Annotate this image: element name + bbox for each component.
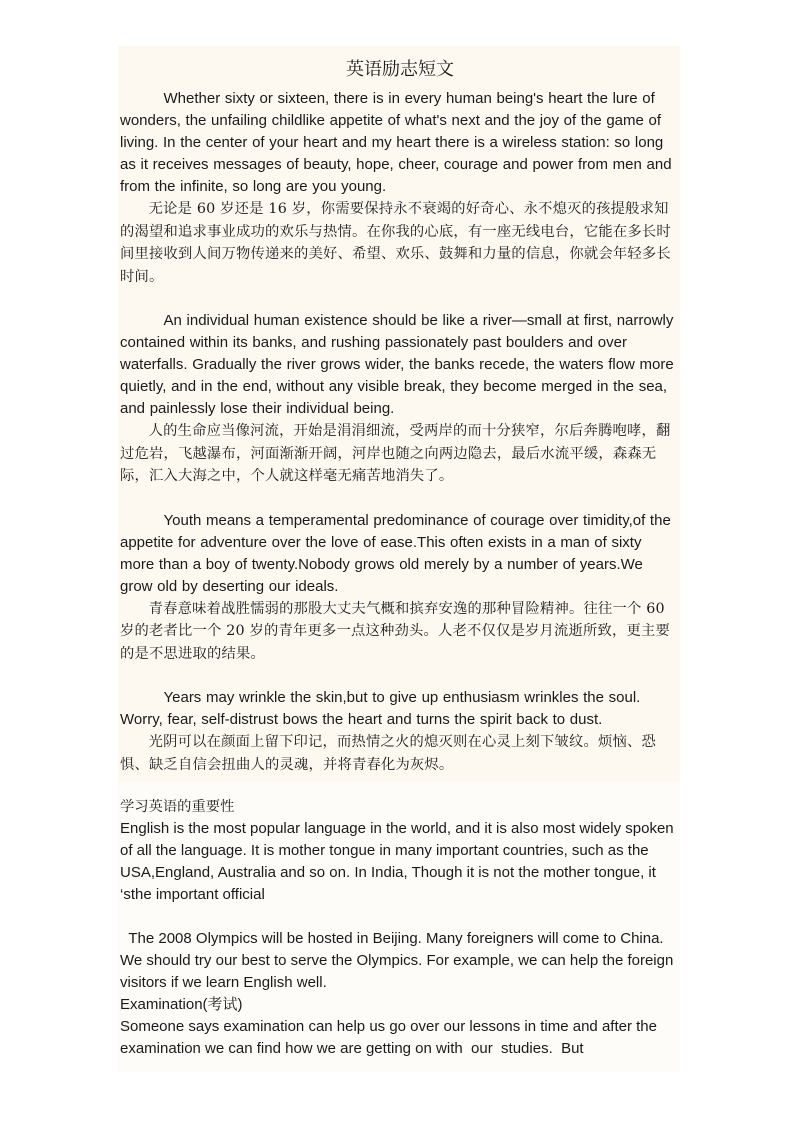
document-title: 英语励志短文 bbox=[346, 59, 454, 80]
spacer bbox=[120, 665, 680, 687]
examination-heading: Examination(考试) bbox=[120, 996, 243, 1013]
section-1-chinese: 无论是 60 岁还是 16 岁，你需要保持永不衰竭的好奇心、永不熄灭的孩提般求知的渴望和追求事业成功的欢乐与热情。在你我的心底，有一座无线电台，它能在多长时间里接收到人间万物传递来的美好、希望、欢乐、鼓舞和力量的信息，你就会年轻多长时间。 bbox=[120, 201, 671, 285]
spacer bbox=[120, 488, 680, 510]
spacer bbox=[120, 776, 680, 796]
importance-heading: 学习英语的重要性 bbox=[120, 799, 235, 815]
spacer bbox=[120, 288, 680, 310]
spacer bbox=[120, 906, 680, 928]
section-3-english: Youth means a temperamental predominance of courage over timidity,of the appetite for adventure over the love of ease.This often exists in a man of sixty more than a boy of twenty.Nobody grows old merely by a number of years.We grow old by deserting our ideals. bbox=[120, 511, 671, 595]
importance-paragraph-2: The 2008 Olympics will be hosted in Beijing. Many foreigners will come to China. We should try our best to serve the Olympics. For example, we can help the foreign visitors if we learn English well. bbox=[120, 930, 678, 991]
section-3-chinese: 青春意味着战胜懦弱的那股大丈夫气概和摈弃安逸的那种冒险精神。往往一个 60 岁的老者比一个 20 岁的青年更多一点这种劲头。人老不仅仅是岁月流逝所致，更主要的是不思进取的结果。 bbox=[120, 600, 670, 662]
document-body bbox=[120, 56, 680, 1060]
examination-paragraph: Someone says examination can help us go over our lessons in time and after the examination we can find how we are getting on with our studies. But bbox=[120, 1018, 662, 1057]
section-2-chinese: 人的生命应当像河流，开始是涓涓细流，受两岸的而十分狭窄，尔后奔腾咆哮，翻过危岩，飞越瀑布，河面渐渐开阔，河岸也随之向两边隐去，最后水流平缓，森森无际，汇入大海之中，个人就这样毫无痛苦地消失了。 bbox=[120, 423, 671, 484]
section-1-english: Whether sixty or sixteen, there is in every human being's heart the lure of wonders, the unfailing childlike appetite of what's next and the joy of the game of living. In the center of your heart and my heart there is a wireless station: so long as it receives messages of beauty, hope, cheer, courage and power from men and from the infinite, so long are you young. bbox=[120, 90, 672, 195]
importance-paragraph-1: English is the most popular language in the world, and it is also most widely spoken of all the language. It is mother tongue in many important countries, such as the USA,England, Australia and so on. In India, Though it is not the mother tongue, it ‘sthe important official bbox=[120, 820, 674, 903]
section-4-chinese: 光阴可以在颜面上留下印记，而热情之火的熄灭则在心灵上刻下皱纹。烦恼、恐惧、缺乏自信会扭曲人的灵魂，并将青春化为灰烬。 bbox=[120, 734, 656, 773]
section-2-english: An individual human existence should be like a river—small at first, narrowly contained within its banks, and rushing passionately past boulders and over waterfalls. Gradually the river grows wider, the banks recede, the waters flow more quietly, and in the end, without any visible break, they become merged in the sea, and painlessly lose their individual being. bbox=[120, 312, 674, 417]
section-4-english: Years may wrinkle the skin,but to give up enthusiasm wrinkles the soul. Worry, fear, self-distrust bows the heart and turns the spirit back to dust. bbox=[120, 689, 641, 728]
